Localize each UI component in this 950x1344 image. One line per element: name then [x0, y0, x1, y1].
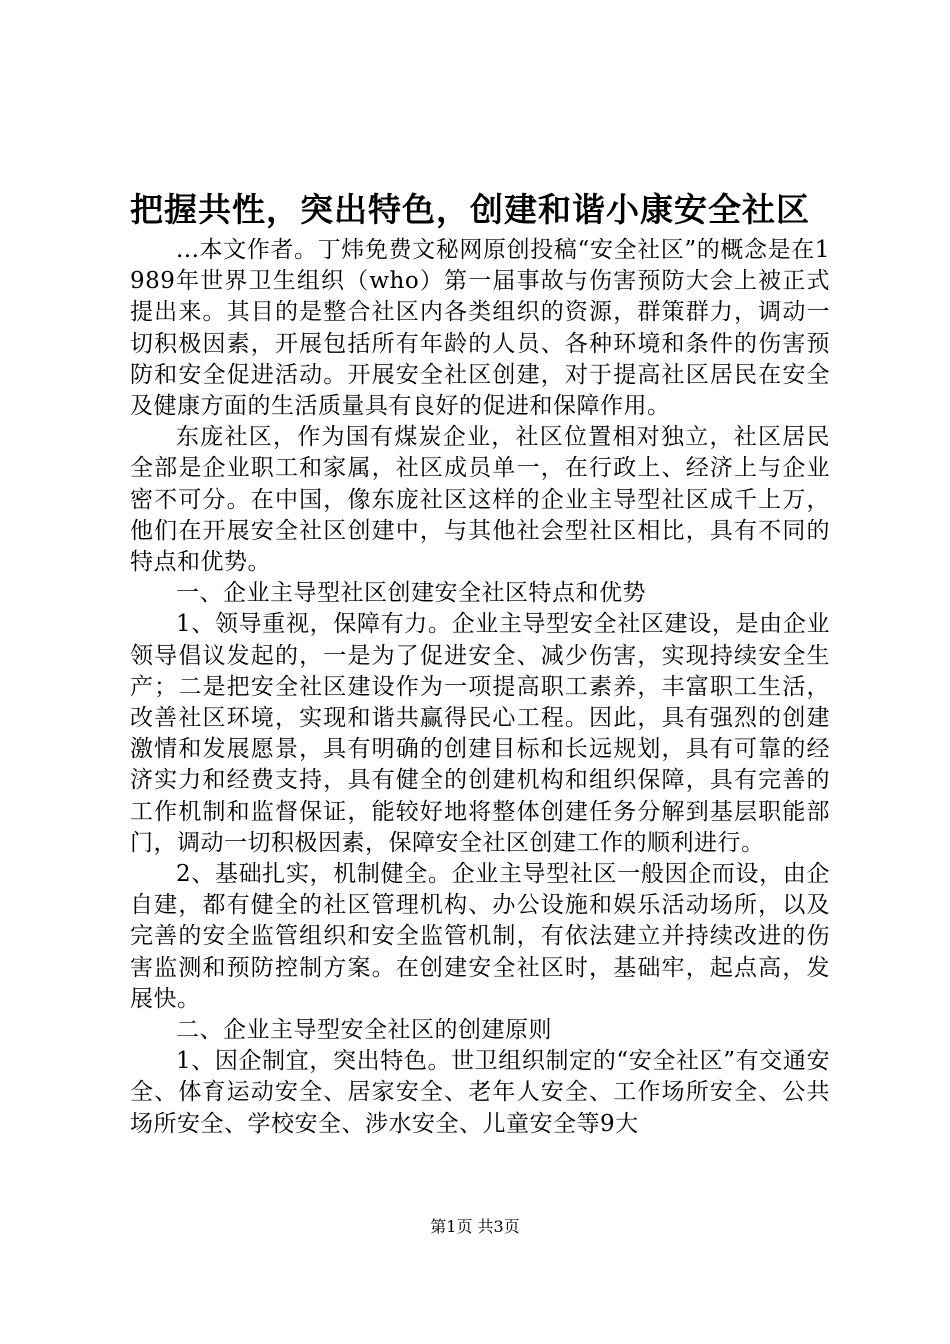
section-heading: 一、企业主导型社区创建安全社区特点和优势 [176, 580, 646, 607]
paragraph: 东庞社区，作为国有煤炭企业，社区位置相对独立，社区居民全部是企业职工和家属，社区成员单一，在行政上、经济上与企业密不可分。在中国，像东庞社区这样的企业主导型社区成千上万，他们在开展安全社区创建中，与其他社会型社区相比，具有不同的特点和优势。 [130, 424, 830, 576]
section-heading: 二、企业主导型安全社区的创建原则 [176, 1017, 552, 1044]
paragraph: 2、基础扎实，机制健全。企业主导型社区一般因企而设，由企自建，都有健全的社区管理机构、办公设施和娱乐活动场所，以及完善的安全监管组织和安全监管机制，有依法建立并持续改进的伤害监测和预防控制方案。在创建安全社区时，基础牢，起点高，发展快。 [130, 861, 830, 1012]
paragraph: 1、因企制宜，突出特色。世卫组织制定的“安全社区”有交通安全、体育运动安全、居家安全、老年人安全、工作场所安全、公共场所安全、学校安全、涉水安全、儿童安全等9大 [130, 1048, 830, 1137]
document-body [130, 235, 830, 1140]
page-footer: 第1页 共3页 [430, 1217, 520, 1236]
document-title: 把握共性，突出特色，创建和谐小康安全社区 [130, 190, 810, 229]
paragraph: ...本文作者。丁炜免费文秘网原创投稿“安全社区”的概念是在1989年世界卫生组织（who）第一届事故与伤害预防大会上被正式提出来。其目的是整合社区内各类组织的资源，群策群力，调动一切积极因素，开展包括所有年龄的人员、各种环境和条件的伤害预防和安全促进活动。开展安全社区创建，对于提高社区居民在安全及健康方面的生活质量具有良好的促进和保障作用。 [130, 237, 830, 420]
paragraph: 1、领导重视，保障有力。企业主导型安全社区建设，是由企业领导倡议发起的，一是为了促进安全、减少伤害，实现持续安全生产；二是把安全社区建设作为一项提高职工素养，丰富职工生活，改善社区环境，实现和谐共赢得民心工程。因此，具有强烈的创建激情和发展愿景，具有明确的创建目标和长远规划，具有可靠的经济实力和经费支持，具有健全的创建机构和组织保障，具有完善的工作机制和监督保证，能较好地将整体创建任务分解到基层职能部门，调动一切积极因素，保障安全社区创建工作的顺利进行。 [130, 611, 830, 856]
